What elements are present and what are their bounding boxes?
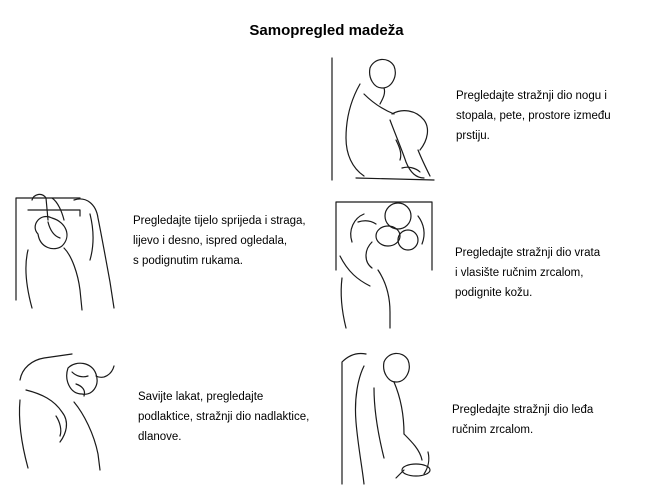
illustration-forearms [12,350,122,472]
step-back-text: Pregledajte stražnji dio leđa ručnim zrcalom. [452,404,594,436]
illustration-neck-scalp [334,196,434,332]
illustration-back [334,348,438,488]
step-neck-scalp-text: Pregledajte stražnji dio vrata i vlasište ručnim zrcalom, podignite kožu. [455,247,601,299]
illustration-legs [330,54,442,184]
page-title: Samopregled madeža [249,22,404,39]
illustration-front-back [10,190,122,312]
step-forearms-text: Savijte lakat, pregledajte podlaktice, stražnji dio nadlaktice, dlanove. [138,391,310,443]
step-front-back-text: Pregledajte tijelo sprijeda i straga, lijevo i desno, ispred ogledala, s podignutim rukama. [133,215,306,267]
step-legs-text: Pregledajte stražnji dio nogu i stopala, pete, prostore između prstiju. [456,90,611,142]
